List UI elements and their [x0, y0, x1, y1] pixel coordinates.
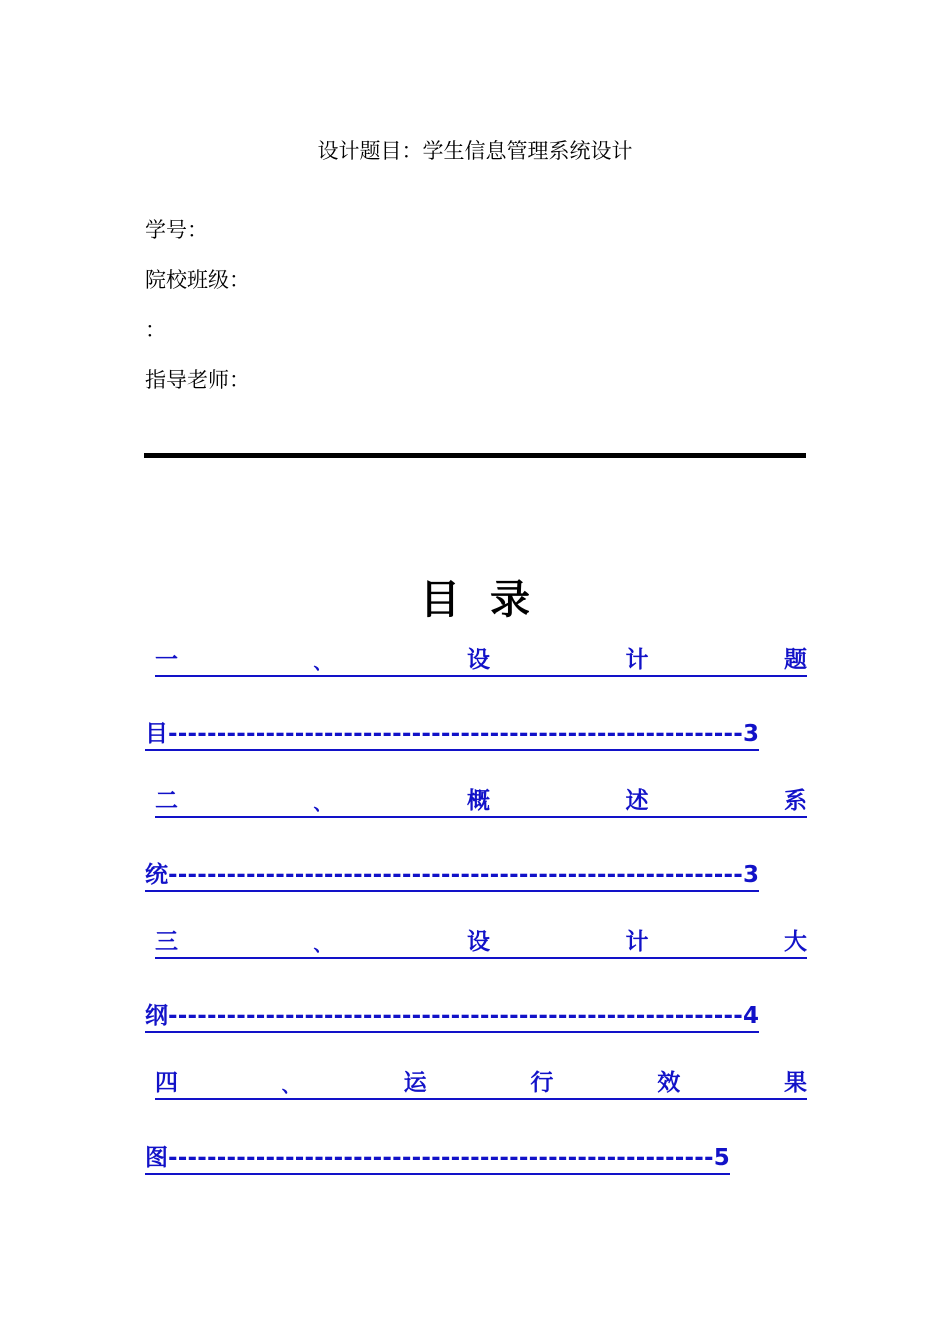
- toc-char: 概: [467, 788, 490, 814]
- toc-char: 、: [313, 794, 332, 815]
- toc-char: 二: [155, 788, 178, 814]
- toc-char: 果: [783, 1070, 807, 1096]
- toc-heading: 目录: [420, 577, 560, 623]
- class-label: 院校班级：: [145, 268, 250, 292]
- toc-entry-2-line-2[interactable]: [145, 858, 759, 892]
- horizontal-rule: [144, 453, 806, 458]
- toc-leader: -----------------------------------------------------------: [168, 862, 744, 888]
- toc-char: 题: [784, 647, 807, 673]
- toc-char: 大: [784, 929, 807, 955]
- toc-page-number: 3: [743, 721, 760, 747]
- toc-char: 三: [155, 929, 178, 955]
- toc-char: 统: [145, 862, 168, 888]
- toc-leader: --------------------------------------------------------: [168, 1145, 714, 1171]
- toc-char: 述: [625, 788, 649, 814]
- toc-entry-4-line-1[interactable]: [155, 1066, 807, 1100]
- toc-leader: -----------------------------------------------------------: [168, 1003, 744, 1029]
- toc-entry-1-line-1[interactable]: [155, 643, 807, 677]
- toc-char: 目: [145, 721, 168, 747]
- toc-char: 计: [625, 929, 649, 955]
- toc-entry-1-line-2[interactable]: [145, 717, 759, 751]
- design-title: 设计题目：学生信息管理系统设计: [317, 139, 633, 163]
- toc-char: 运: [403, 1070, 427, 1096]
- toc-char: 一: [155, 647, 178, 673]
- toc-char: 四: [155, 1070, 178, 1096]
- student-id-label: 学号：: [145, 218, 208, 242]
- toc-char: 、: [313, 935, 332, 956]
- toc-entry-4-line-2[interactable]: [145, 1141, 730, 1175]
- toc-page-number: 3: [743, 862, 760, 888]
- toc-char: 图: [145, 1145, 168, 1171]
- toc-leader: -----------------------------------------------------------: [168, 721, 744, 747]
- toc-char: 行: [530, 1070, 554, 1096]
- toc-char: 纲: [145, 1003, 168, 1029]
- toc-char: 设: [467, 929, 490, 955]
- name-label: ：: [145, 318, 166, 342]
- toc-char: 计: [625, 647, 649, 673]
- toc-char: 效: [657, 1070, 681, 1096]
- toc-char: 系: [784, 788, 807, 814]
- toc-entry-3-line-1[interactable]: [155, 925, 807, 959]
- toc-page-number: 5: [713, 1145, 730, 1171]
- toc-entry-2-line-1[interactable]: [155, 784, 807, 818]
- toc-char: 、: [313, 653, 332, 674]
- toc-char: 、: [281, 1076, 300, 1097]
- toc-entry-3-line-2[interactable]: [145, 999, 759, 1033]
- advisor-label: 指导老师：: [145, 368, 250, 392]
- toc-page-number: 4: [743, 1003, 760, 1029]
- toc-char: 设: [467, 647, 490, 673]
